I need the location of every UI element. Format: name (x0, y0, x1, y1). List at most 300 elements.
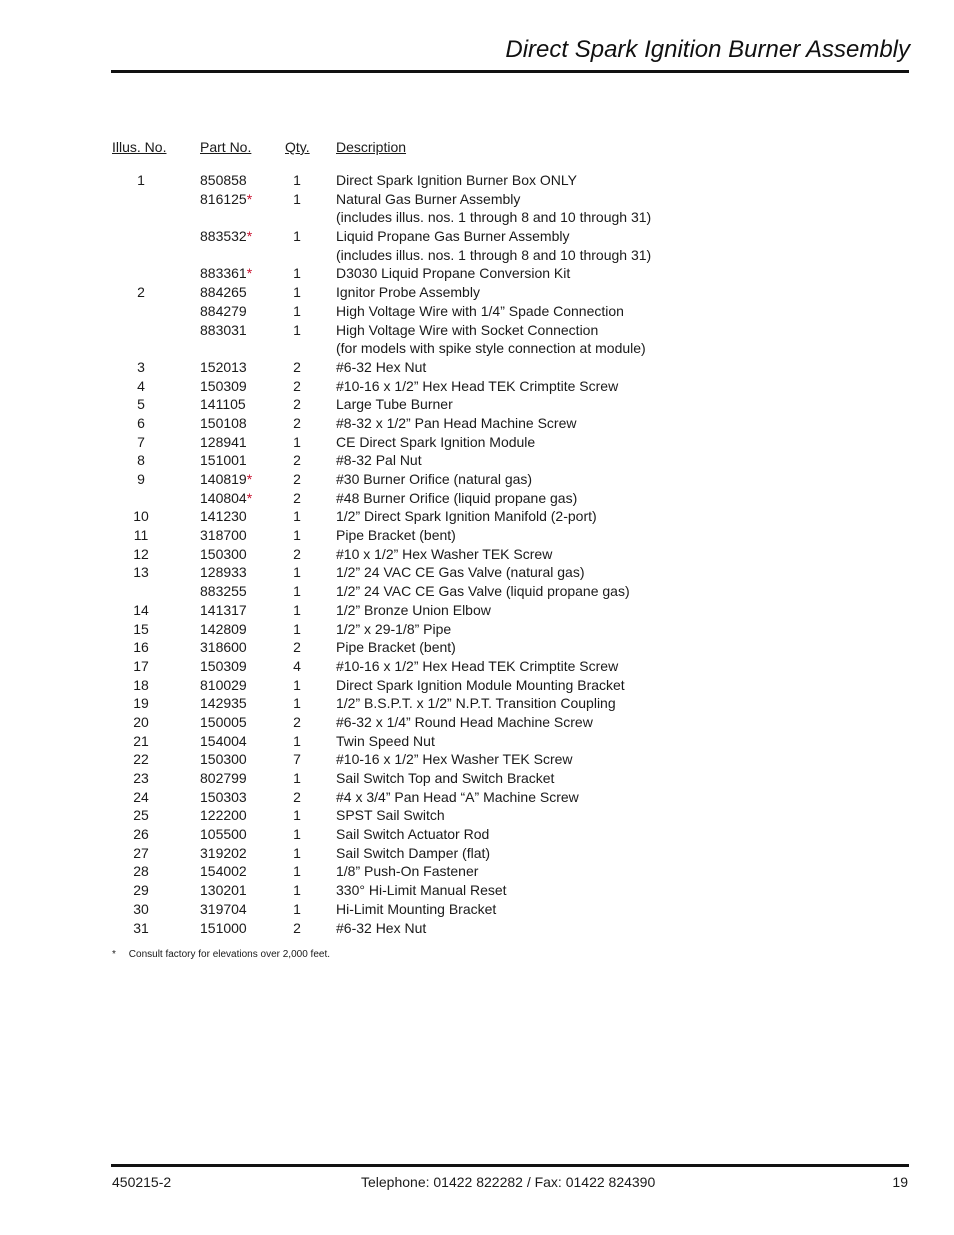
part-number-cell-text: 141105 (200, 396, 246, 413)
qty-cell-text: 2 (293, 639, 301, 656)
description-cell (336, 788, 579, 807)
illus-cell (112, 769, 170, 788)
illus-cell-text: 3 (137, 358, 145, 375)
part-number-cell-text: 884265 (200, 284, 247, 301)
illus-cell (112, 414, 170, 433)
table-row (0, 227, 954, 246)
description-cell (336, 601, 491, 620)
qty-cell-text: 2 (293, 545, 301, 562)
part-number-cell-text: 883532 (200, 228, 247, 245)
description-cell (336, 657, 618, 676)
illus-cell (112, 881, 170, 900)
doc-number: 450215-2 (112, 1174, 172, 1190)
part-number-cell (200, 788, 247, 807)
illus-cell (112, 601, 170, 620)
qty-cell (285, 638, 309, 657)
illus-cell-text: 27 (133, 844, 149, 861)
qty-cell-text: 1 (293, 770, 301, 786)
illus-cell (112, 676, 170, 695)
qty-cell (285, 414, 309, 433)
illus-cell-text: 7 (137, 433, 145, 450)
description-cell (336, 302, 624, 321)
table-row (0, 451, 954, 470)
qty-cell-text: 1 (293, 732, 301, 749)
footnote (112, 949, 330, 960)
part-number-cell-text: 140804 (200, 489, 247, 506)
qty-cell-text: 1 (293, 433, 301, 450)
qty-cell (285, 302, 309, 321)
description-cell-text: Natural Gas Burner Assembly (336, 190, 521, 207)
part-number-cell-text: 140819 (200, 471, 247, 487)
qty-cell-text: 2 (293, 489, 301, 506)
table-row (0, 732, 954, 751)
description-cell (336, 862, 478, 881)
table-row (0, 582, 954, 601)
part-number-cell-text: 150309 (200, 377, 247, 394)
description-cell-text: Sail Switch Top and Switch Bracket (336, 770, 555, 786)
table-row (0, 171, 954, 190)
qty-cell (285, 601, 309, 620)
table-row (0, 208, 954, 227)
table-row (0, 433, 954, 452)
description-cell-text: #8-32 Pal Nut (336, 452, 422, 469)
table-row (0, 750, 954, 769)
description-cell-text: Large Tube Burner (336, 396, 453, 413)
footnote-mark: * (112, 949, 116, 960)
part-number-cell-text: 130201 (200, 882, 247, 899)
description-cell (336, 638, 456, 657)
part-number-cell-text: 150300 (200, 751, 247, 768)
table-row (0, 507, 954, 526)
qty-cell-text: 1 (293, 302, 301, 319)
qty-cell-text: 1 (293, 284, 301, 301)
part-number-cell-text: 128933 (200, 564, 247, 581)
part-number-cell (200, 545, 247, 564)
qty-cell (285, 321, 309, 340)
qty-cell (285, 358, 309, 377)
table-row (0, 694, 954, 713)
illus-cell (112, 433, 170, 452)
description-cell (336, 321, 598, 340)
qty-cell-text: 4 (293, 657, 301, 674)
qty-cell (285, 657, 309, 676)
description-cell-text: (for models with spike style connection at module) (336, 340, 646, 357)
part-number-cell-text: 319704 (200, 900, 247, 917)
description-cell-text: 330° Hi-Limit Manual Reset (336, 882, 507, 899)
qty-cell-text: 2 (293, 788, 301, 805)
illus-cell-text: 8 (137, 452, 145, 469)
qty-cell (285, 694, 309, 713)
illus-cell-text: 21 (133, 732, 149, 749)
table-row (0, 414, 954, 433)
qty-cell (285, 190, 309, 209)
part-number-cell (200, 638, 247, 657)
part-number-cell (200, 470, 252, 489)
illus-cell (112, 545, 170, 564)
table-row (0, 339, 954, 358)
part-number-cell-text: 150005 (200, 713, 247, 730)
description-cell (336, 844, 490, 863)
elevation-note-mark: * (246, 228, 253, 245)
qty-cell-text: 1 (293, 695, 301, 712)
description-cell-text: 1/2” B.S.P.T. x 1/2” N.P.T. Transition Coupling (336, 695, 616, 712)
description-cell-text: 1/2” 24 VAC CE Gas Valve (natural gas) (336, 564, 585, 581)
description-cell-text: (includes illus. nos. 1 through 8 and 10 through 31) (336, 246, 652, 263)
page-title: Direct Spark Ignition Burner Assembly (505, 36, 910, 63)
qty-cell-text: 2 (293, 919, 301, 936)
part-number-cell-text: 319202 (200, 844, 247, 861)
description-cell (336, 451, 422, 470)
qty-cell-text: 2 (293, 414, 301, 431)
qty-cell (285, 227, 309, 246)
illus-cell-text: 9 (137, 471, 145, 487)
part-number-cell-text: 142935 (200, 695, 247, 712)
table-row (0, 844, 954, 863)
illus-cell (112, 638, 170, 657)
illus-cell-text: 14 (133, 601, 149, 618)
description-cell (336, 264, 570, 283)
part-number-cell (200, 676, 247, 695)
elevation-note-mark: * (246, 190, 253, 207)
description-cell (336, 227, 569, 246)
description-cell (336, 750, 573, 769)
qty-cell (285, 470, 309, 489)
description-cell (336, 676, 625, 695)
part-number-cell (200, 264, 252, 283)
description-cell (336, 414, 576, 433)
description-cell (336, 283, 480, 302)
part-number-cell (200, 507, 247, 526)
qty-cell-text: 7 (293, 751, 301, 768)
part-number-cell (200, 601, 247, 620)
table-row (0, 900, 954, 919)
description-cell (336, 713, 593, 732)
page-number: 19 (892, 1174, 908, 1190)
illus-cell-text: 1 (137, 172, 145, 188)
illus-cell-text: 29 (133, 882, 149, 899)
qty-cell-text: 1 (293, 863, 301, 880)
qty-cell-text: 1 (293, 676, 301, 693)
qty-cell (285, 563, 309, 582)
description-cell-text: 1/2” x 29-1/8” Pipe (336, 620, 452, 637)
qty-cell (285, 900, 309, 919)
part-number-cell-text: 141317 (200, 601, 247, 618)
illus-cell-text: 19 (133, 695, 149, 712)
illus-cell (112, 395, 170, 414)
part-number-cell (200, 321, 247, 340)
illus-cell (112, 470, 170, 489)
description-cell-text: High Voltage Wire with 1/4” Spade Connection (336, 302, 624, 319)
qty-cell-text: 1 (293, 583, 301, 600)
part-number-cell (200, 657, 247, 676)
part-number-cell-text: 150309 (200, 657, 247, 674)
illus-cell (112, 377, 170, 396)
description-cell-text: Direct Spark Ignition Module Mounting Bracket (336, 676, 625, 693)
description-cell-text: Liquid Propane Gas Burner Assembly (336, 228, 570, 245)
qty-cell-text: 1 (293, 321, 301, 338)
qty-cell-text: 2 (293, 471, 301, 487)
qty-cell (285, 433, 309, 452)
illus-cell (112, 171, 170, 190)
illus-cell-text: 25 (133, 807, 149, 824)
elevation-note-mark: * (246, 489, 253, 506)
description-cell-text: Direct Spark Ignition Burner Box ONLY (336, 172, 577, 188)
qty-cell-text: 2 (293, 377, 301, 394)
illus-cell (112, 732, 170, 751)
part-number-cell (200, 451, 247, 470)
illus-cell-text: 2 (137, 284, 145, 301)
illus-cell (112, 788, 170, 807)
qty-cell (285, 395, 309, 414)
part-number-cell (200, 283, 247, 302)
part-number-cell-text: 802799 (200, 770, 247, 786)
qty-cell (285, 377, 309, 396)
illus-cell (112, 620, 170, 639)
part-number-cell-text: 151001 (200, 452, 247, 469)
table-row (0, 264, 954, 283)
qty-cell-text: 1 (293, 527, 301, 544)
part-number-cell-text: 883361 (200, 265, 247, 282)
description-cell-text: 1/2” Direct Spark Ignition Manifold (2-port) (336, 508, 597, 525)
part-number-cell (200, 358, 247, 377)
part-number-cell-text: 105500 (200, 826, 247, 843)
description-cell-text: #10 x 1/2” Hex Washer TEK Screw (336, 545, 553, 562)
qty-cell-text: 1 (293, 228, 301, 245)
illus-cell (112, 806, 170, 825)
description-cell-text: Twin Speed Nut (336, 732, 435, 749)
illus-cell-text: 10 (133, 508, 149, 525)
description-cell (336, 470, 532, 489)
table-row (0, 377, 954, 396)
table-row (0, 526, 954, 545)
description-cell-text: CE Direct Spark Ignition Module (336, 433, 536, 450)
qty-cell-text: 1 (293, 190, 301, 207)
part-number-cell (200, 171, 247, 190)
illus-cell (112, 862, 170, 881)
description-cell (336, 507, 597, 526)
contact-info: Telephone: 01422 822282 / Fax: 01422 824390 (361, 1174, 656, 1190)
qty-cell-text: 1 (293, 601, 301, 618)
part-number-cell (200, 302, 247, 321)
part-number-cell (200, 806, 247, 825)
description-cell (336, 526, 456, 545)
illus-cell-text: 30 (133, 900, 149, 917)
illus-cell (112, 844, 170, 863)
description-cell-text: #10-16 x 1/2” Hex Head TEK Crimptite Screw (336, 657, 619, 674)
table-row (0, 190, 954, 209)
part-number-cell-text: 883031 (200, 321, 247, 338)
illus-cell-text: 15 (133, 620, 149, 637)
description-cell (336, 489, 577, 508)
qty-cell-text: 1 (293, 620, 301, 637)
part-number-cell (200, 881, 247, 900)
column-header-part: Part No. (200, 139, 252, 155)
description-cell-text: 1/8” Push-On Fastener (336, 863, 479, 880)
qty-cell (285, 451, 309, 470)
part-number-cell (200, 582, 247, 601)
description-cell (336, 806, 445, 825)
description-cell (336, 190, 520, 209)
qty-cell-text: 1 (293, 265, 301, 282)
qty-cell-text: 1 (293, 826, 301, 843)
illus-cell-text: 13 (133, 564, 149, 581)
description-cell-text: #10-16 x 1/2” Hex Washer TEK Screw (336, 751, 573, 768)
illus-cell-text: 16 (133, 639, 149, 656)
description-cell (336, 358, 426, 377)
qty-cell-text: 1 (293, 807, 301, 824)
part-number-cell (200, 563, 247, 582)
description-cell (336, 732, 435, 751)
illus-cell (112, 563, 170, 582)
part-number-cell (200, 900, 247, 919)
qty-cell-text: 2 (293, 358, 301, 375)
column-header-qty: Qty. (285, 139, 310, 155)
description-cell (336, 582, 630, 601)
part-number-cell (200, 844, 247, 863)
description-cell-text: SPST Sail Switch (336, 807, 445, 824)
qty-cell (285, 264, 309, 283)
illus-cell (112, 526, 170, 545)
table-row (0, 919, 954, 938)
description-cell-text: #6-32 Hex Nut (336, 919, 427, 936)
illus-cell (112, 358, 170, 377)
illus-cell-text: 31 (133, 919, 149, 936)
table-row (0, 545, 954, 564)
part-number-cell-text: 122200 (200, 807, 247, 824)
part-number-cell-text: 883255 (200, 583, 247, 600)
illus-cell-text: 23 (133, 770, 149, 786)
description-cell-text: #6-32 Hex Nut (336, 358, 427, 375)
table-row (0, 806, 954, 825)
part-number-cell-text: 150300 (200, 545, 247, 562)
description-cell (336, 563, 584, 582)
description-cell-text: Sail Switch Damper (flat) (336, 844, 491, 861)
part-number-cell (200, 227, 252, 246)
part-number-cell-text: 150303 (200, 788, 247, 805)
qty-cell (285, 171, 309, 190)
description-cell (336, 395, 453, 414)
illus-cell-text: 20 (133, 713, 149, 730)
part-number-cell (200, 526, 247, 545)
parts-list (0, 171, 954, 937)
part-number-cell-text: 884279 (200, 302, 247, 319)
part-number-cell (200, 489, 252, 508)
table-row (0, 470, 954, 489)
table-row (0, 246, 954, 265)
description-cell (336, 881, 507, 900)
qty-cell-text: 1 (293, 882, 301, 899)
description-cell-text: Ignitor Probe Assembly (336, 284, 480, 301)
table-row (0, 302, 954, 321)
part-number-cell-text: 150108 (200, 414, 247, 431)
illus-cell-text: 22 (133, 751, 149, 768)
part-number-cell (200, 377, 247, 396)
elevation-note-mark: * (246, 471, 253, 487)
qty-cell (285, 713, 309, 732)
qty-cell (285, 825, 309, 844)
qty-cell (285, 507, 309, 526)
description-cell (336, 339, 646, 358)
qty-cell-text: 2 (293, 713, 301, 730)
part-number-cell-text: 128941 (200, 433, 247, 450)
title-rule (111, 70, 909, 73)
qty-cell (285, 283, 309, 302)
description-cell-text: #4 x 3/4” Pan Head “A” Machine Screw (336, 788, 579, 805)
illus-cell (112, 657, 170, 676)
description-cell-text: (includes illus. nos. 1 through 8 and 10 through 31) (336, 209, 652, 226)
description-cell-text: 1/2” 24 VAC CE Gas Valve (liquid propane gas) (336, 583, 630, 600)
part-number-cell-text: 154004 (200, 732, 247, 749)
qty-cell-text: 1 (293, 844, 301, 861)
table-row (0, 489, 954, 508)
table-row (0, 769, 954, 788)
elevation-note-mark: * (246, 265, 253, 282)
table-row (0, 881, 954, 900)
description-cell-text: #6-32 x 1/4” Round Head Machine Screw (336, 713, 593, 730)
column-header-illus: Illus. No. (112, 139, 167, 155)
footer-rule (111, 1164, 909, 1167)
description-cell-text: D3030 Liquid Propane Conversion Kit (336, 265, 571, 282)
illus-cell (112, 507, 170, 526)
illus-cell-text: 12 (133, 545, 149, 562)
description-cell (336, 620, 451, 639)
description-cell (336, 208, 651, 227)
qty-cell (285, 806, 309, 825)
description-cell-text: #30 Burner Orifice (natural gas) (336, 471, 533, 487)
qty-cell (285, 881, 309, 900)
qty-cell (285, 582, 309, 601)
illus-cell-text: 24 (133, 788, 149, 805)
part-number-cell (200, 769, 247, 788)
table-row (0, 862, 954, 881)
description-cell (336, 171, 577, 190)
qty-cell-text: 1 (293, 900, 301, 917)
illus-cell-text: 5 (137, 396, 145, 413)
column-header-description: Description (336, 139, 407, 155)
description-cell-text: #8-32 x 1/2” Pan Head Machine Screw (336, 414, 577, 431)
description-cell (336, 545, 552, 564)
table-row (0, 563, 954, 582)
qty-cell (285, 526, 309, 545)
qty-cell (285, 620, 309, 639)
part-number-cell (200, 732, 247, 751)
table-row (0, 601, 954, 620)
part-number-cell-text: 850858 (200, 172, 247, 188)
table-row (0, 395, 954, 414)
illus-cell (112, 451, 170, 470)
part-number-cell-text: 810029 (200, 676, 247, 693)
qty-cell (285, 489, 309, 508)
part-number-cell-text: 318700 (200, 527, 247, 544)
illus-cell (112, 283, 170, 302)
table-row (0, 358, 954, 377)
part-number-cell (200, 414, 247, 433)
qty-cell (285, 545, 309, 564)
part-number-cell (200, 620, 247, 639)
description-cell (336, 919, 426, 938)
table-row (0, 638, 954, 657)
part-number-cell-text: 318600 (200, 639, 247, 656)
part-number-cell (200, 433, 247, 452)
table-row (0, 676, 954, 695)
description-cell (336, 769, 554, 788)
illus-cell-text: 11 (133, 527, 149, 544)
table-row (0, 825, 954, 844)
part-number-cell-text: 152013 (200, 358, 247, 375)
illus-cell (112, 750, 170, 769)
part-number-cell (200, 862, 247, 881)
part-number-cell (200, 825, 247, 844)
